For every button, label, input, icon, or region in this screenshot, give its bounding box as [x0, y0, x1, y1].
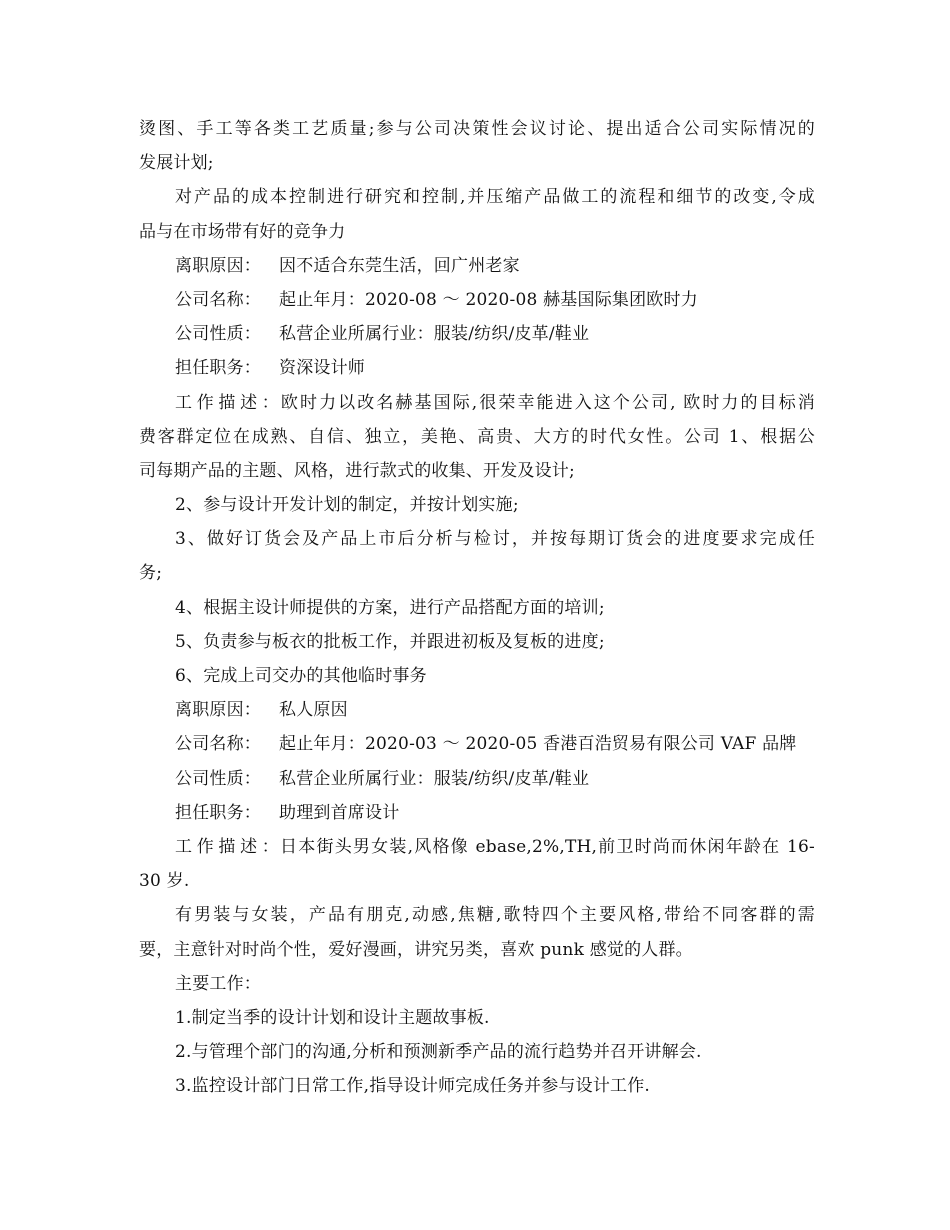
text-line: [139, 1035, 815, 1069]
text-line: [139, 215, 815, 249]
field-line: [139, 351, 815, 385]
text-line: [139, 967, 815, 1001]
text-line: [139, 1069, 815, 1103]
field-value: 私营企业所属行业：服装/纺织/皮革/鞋业: [279, 324, 590, 345]
text-line: [139, 112, 815, 146]
field-value: 欧时力以改名赫基国际,很荣幸能进入这个公司, 欧时力的目标消: [279, 392, 815, 413]
text-line: [139, 898, 815, 932]
line-text: 5、负责参与板衣的批板工作，并跟进初板及复板的进度;: [175, 631, 605, 652]
line-text: 费客群定位在成熟、自信、独立，美艳、高贵、大方的时代女性。公司 1、根据公: [139, 426, 815, 447]
field-label: 担任职务：: [175, 358, 261, 379]
line-text: 3、做好订货会及产品上市后分析与检讨，并按每期订货会的进度要求完成任: [175, 529, 815, 550]
field-label: 离职原因：: [175, 255, 261, 276]
line-text: 2、参与设计开发计划的制定，并按计划实施;: [175, 495, 519, 516]
field-line: [139, 762, 815, 796]
field-value: 私人原因: [279, 700, 348, 721]
line-text: 发展计划;: [139, 153, 214, 174]
field-line: [139, 283, 815, 317]
text-line: [139, 933, 815, 967]
field-line: [139, 317, 815, 351]
field-line: [139, 693, 815, 727]
text-line: [139, 146, 815, 180]
field-value: 助理到首席设计: [279, 802, 400, 823]
field-label: 工作描述：: [175, 836, 279, 857]
line-text: 2.与管理个部门的沟通,分析和预测新季产品的流行趋势并召开讲解会.: [175, 1042, 702, 1063]
line-text: 司每期产品的主题、风格，进行款式的收集、开发及设计;: [139, 460, 575, 481]
line-text: 1.制定当季的设计计划和设计主题故事板.: [175, 1007, 490, 1028]
line-text: 3.监控设计部门日常工作,指导设计师完成任务并参与设计工作.: [175, 1076, 651, 1097]
document-body: [139, 112, 815, 1103]
field-label: 离职原因：: [175, 700, 261, 721]
text-line: [139, 659, 815, 693]
field-label: 公司名称：: [175, 734, 261, 755]
field-value: 因不适合东莞生活，回广州老家: [279, 255, 520, 276]
text-line: [139, 1001, 815, 1035]
text-line: [139, 454, 815, 488]
line-text: 6、完成上司交办的其他临时事务: [175, 666, 427, 686]
field-label: 公司性质：: [175, 768, 261, 789]
text-line: [139, 625, 815, 659]
line-text: 30 岁.: [139, 871, 190, 892]
text-line: [139, 591, 815, 625]
field-value: 起止年月：2020-08 ～ 2020-08 赫基国际集团欧时力: [279, 289, 698, 310]
text-line: [139, 420, 815, 454]
field-line: [139, 796, 815, 830]
line-text: 对产品的成本控制进行研究和控制,并压缩产品做工的流程和细节的改变,令成: [175, 187, 815, 208]
line-text: 有男装与女装，产品有朋克,动感,焦糖,歌特四个主要风格,带给不同客群的需: [175, 905, 815, 926]
line-text: 品与在市场带有好的竞争力: [139, 221, 346, 242]
field-line: [139, 249, 815, 283]
line-text: 务;: [139, 563, 163, 584]
field-line: [139, 386, 815, 420]
line-text: 主要工作：: [175, 973, 261, 994]
field-line: [139, 830, 815, 864]
field-value: 日本街头男女装,风格像 ebase,2%,TH,前卫时尚而休闲年龄在 16-: [279, 836, 815, 857]
field-value: 私营企业所属行业：服装/纺织/皮革/鞋业: [279, 768, 590, 789]
line-text: 4、根据主设计师提供的方案，进行产品搭配方面的培训;: [175, 597, 605, 618]
text-line: [139, 864, 815, 898]
text-line: [139, 556, 815, 590]
line-text: 烫图、手工等各类工艺质量;参与公司决策性会议讨论、提出适合公司实际情况的: [139, 119, 815, 139]
text-line: [139, 180, 815, 214]
field-label: 工作描述：: [175, 392, 279, 413]
text-line: [139, 488, 815, 522]
text-line: [139, 522, 815, 556]
line-text: 要，主意针对时尚个性，爱好漫画，讲究另类，喜欢 punk 感觉的人群。: [139, 939, 693, 960]
field-value: 起止年月：2020-03 ～ 2020-05 香港百浩贸易有限公司 VAF 品牌: [279, 734, 797, 755]
field-label: 公司性质：: [175, 324, 261, 345]
field-label: 担任职务：: [175, 802, 261, 823]
field-label: 公司名称：: [175, 289, 261, 310]
field-value: 资深设计师: [279, 358, 365, 379]
field-line: [139, 727, 815, 761]
